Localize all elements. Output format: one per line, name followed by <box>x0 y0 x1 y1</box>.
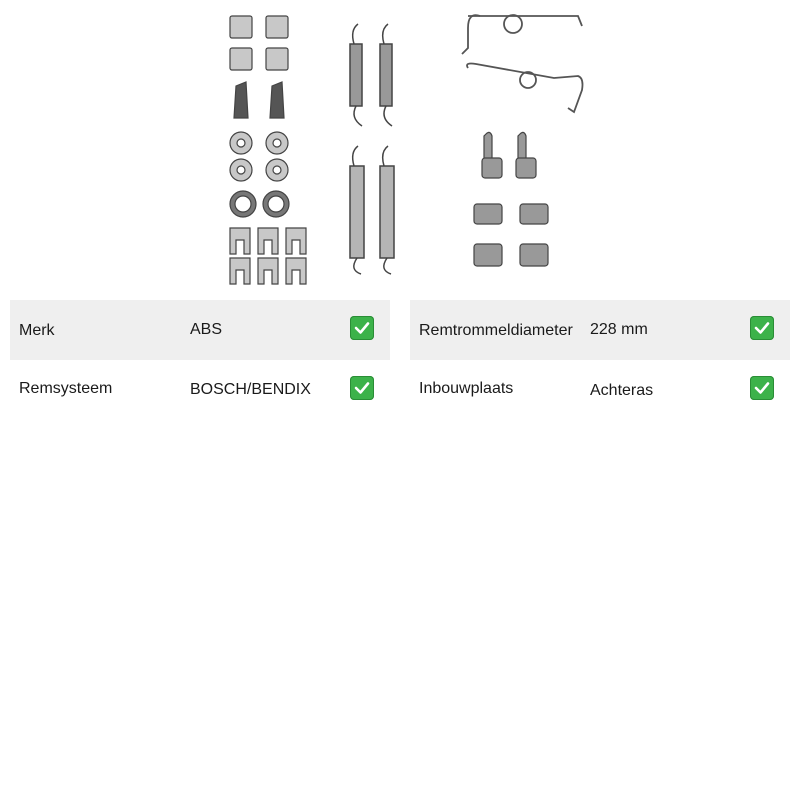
spec-row-inbouwplaats <box>410 360 790 420</box>
spec-value: ABS <box>190 321 223 338</box>
spec-table-right <box>410 300 790 420</box>
brake-accessory-kit-image <box>220 8 590 290</box>
check-icon <box>750 316 774 340</box>
spec-label: Merk <box>19 322 55 339</box>
check-icon <box>350 376 374 400</box>
spec-row-remsysteem <box>10 360 390 420</box>
spec-value: 228 mm <box>590 321 648 338</box>
spec-row-merk <box>10 300 390 360</box>
spec-label: Remtrommeldiameter <box>419 322 573 339</box>
spec-value: BOSCH/BENDIX <box>190 381 311 398</box>
check-icon <box>350 316 374 340</box>
spec-table-left <box>10 300 390 420</box>
product-image <box>220 8 590 290</box>
spec-row-remtrommeldiameter <box>410 300 790 360</box>
spec-value: Achteras <box>590 382 654 399</box>
check-icon <box>750 376 774 400</box>
spec-label: Remsysteem <box>19 380 113 397</box>
spec-label: Inbouwplaats <box>419 380 514 397</box>
